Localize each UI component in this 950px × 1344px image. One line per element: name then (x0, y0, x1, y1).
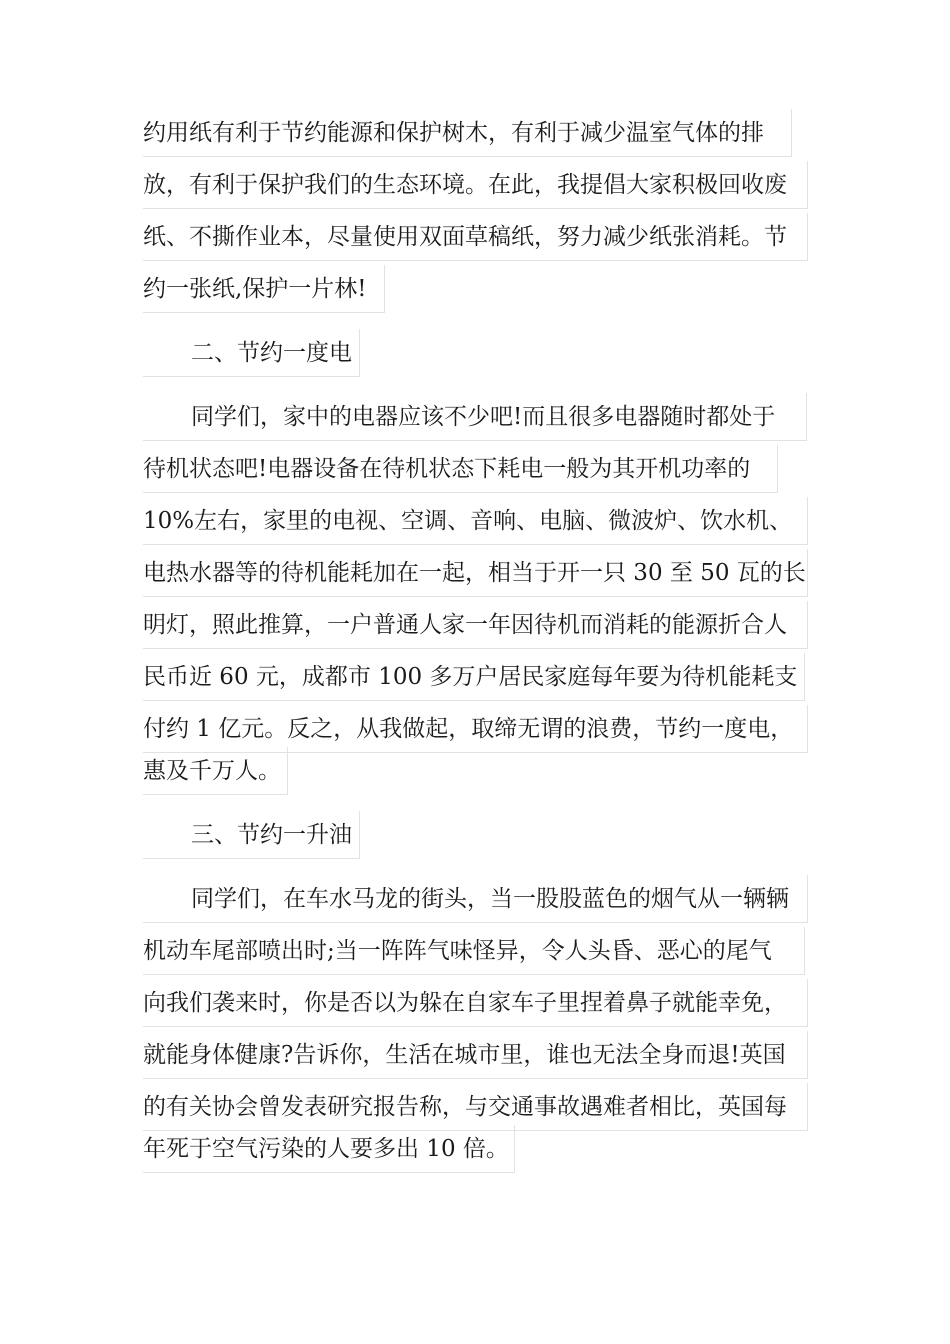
text-line: 就能身体健康?告诉你，生活在城市里，谁也无法全身而退!英国 (143, 1031, 808, 1079)
text-line: 明灯，照此推算，一户普通人家一年因待机而消耗的能源折合人 (143, 601, 808, 649)
text-line: 的有关协会曾发表研究报告称，与交通事故遇难者相比，英国每 (143, 1083, 808, 1131)
text-line: 10%左右，家里的电视、空调、音响、电脑、微波炉、饮水机、 (143, 497, 808, 545)
section-heading: 二、节约一度电 (143, 329, 360, 377)
text-line: 纸、不撕作业本，尽量使用双面草稿纸，努力减少纸张消耗。节 (143, 213, 808, 261)
text-line: 向我们袭来时，你是否以为躲在自家车子里捏着鼻子就能幸免， (143, 979, 808, 1027)
text-line: 同学们，家中的电器应该不少吧!而且很多电器随时都处于 (143, 393, 807, 441)
text-line: 民币近 60 元，成都市 100 多万户居民家庭每年要为待机能耗支 (143, 653, 805, 701)
text-line: 约用纸有利于节约能源和保护树木，有利于减少温室气体的排 (143, 109, 792, 157)
section-heading: 三、节约一升油 (143, 811, 360, 859)
text-line: 待机状态吧!电器设备在待机状态下耗电一般为其开机功率的 (143, 445, 778, 493)
text-line: 约一张纸,保护一片林! (143, 265, 385, 313)
text-line: 年死于空气污染的人要多出 10 倍。 (143, 1125, 515, 1173)
text-line: 付约 1 亿元。反之，从我做起，取缔无谓的浪费，节约一度电， (143, 705, 808, 753)
text-line: 同学们，在车水马龙的街头，当一股股蓝色的烟气从一辆辆 (143, 875, 808, 923)
text-line: 惠及千万人。 (143, 747, 288, 795)
text-line: 放，有利于保护我们的生态环境。在此，我提倡大家积极回收废 (143, 161, 808, 209)
text-line: 机动车尾部喷出时;当一阵阵气味怪异，令人头昏、恶心的尾气 (143, 927, 805, 975)
text-line: 电热水器等的待机能耗加在一起，相当于开一只 30 至 50 瓦的长 (143, 549, 808, 597)
